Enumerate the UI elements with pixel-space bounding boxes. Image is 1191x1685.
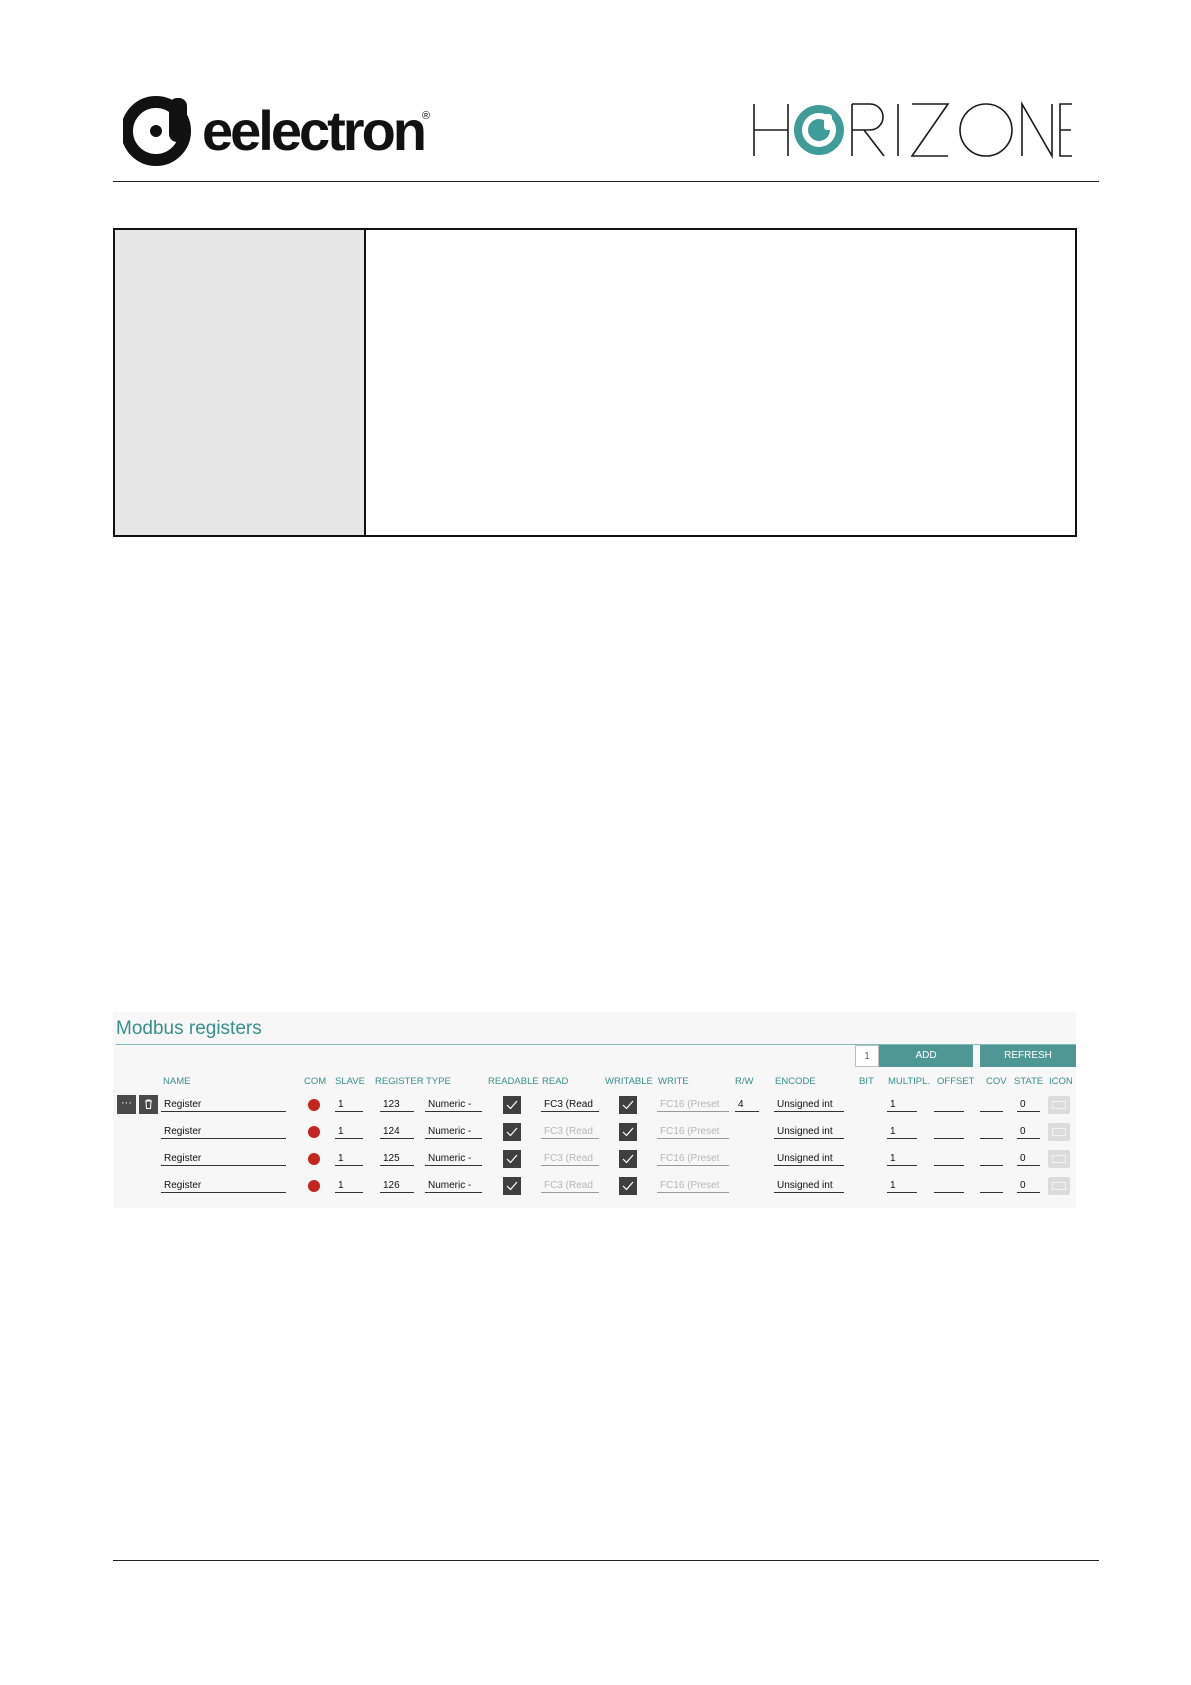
- info-box-content: [366, 230, 1075, 535]
- add-button[interactable]: ADD: [879, 1045, 973, 1067]
- column-header-register: REGISTER: [375, 1076, 424, 1087]
- type-select[interactable]: Numeric -: [425, 1125, 482, 1139]
- column-header-writable: WRITABLE: [605, 1076, 653, 1087]
- type-select[interactable]: Numeric -: [425, 1179, 482, 1193]
- column-header-icon: ICON: [1049, 1076, 1073, 1087]
- info-box-side-panel: [115, 230, 366, 535]
- status-dot-icon: [308, 1126, 320, 1138]
- slave-field[interactable]: 1: [335, 1125, 363, 1139]
- slave-field[interactable]: 1: [335, 1152, 363, 1166]
- register-icon[interactable]: [1048, 1096, 1070, 1114]
- state-field[interactable]: 0: [1017, 1125, 1040, 1139]
- check-icon: [622, 1181, 634, 1191]
- write-select[interactable]: FC16 (Preset: [657, 1125, 729, 1139]
- column-header-readable: READABLE: [488, 1076, 539, 1087]
- check-icon: [506, 1100, 518, 1110]
- state-field[interactable]: 0: [1017, 1152, 1040, 1166]
- read-select[interactable]: FC3 (Read: [541, 1125, 599, 1139]
- readable-checkbox[interactable]: [503, 1096, 521, 1114]
- read-select[interactable]: FC3 (Read: [541, 1179, 599, 1193]
- check-icon: [506, 1127, 518, 1137]
- multipl-field[interactable]: 1: [887, 1152, 917, 1166]
- footer-divider: [113, 1560, 1099, 1561]
- registered-mark: ®: [422, 110, 431, 122]
- name-field[interactable]: Register: [161, 1152, 286, 1166]
- register-icon[interactable]: [1048, 1123, 1070, 1141]
- status-dot-icon: [308, 1153, 320, 1165]
- register-field[interactable]: 125: [380, 1152, 414, 1166]
- state-field[interactable]: 0: [1017, 1098, 1040, 1112]
- eelectron-logo: [123, 96, 443, 166]
- column-header-cov: COV: [986, 1076, 1007, 1087]
- cov-field[interactable]: [980, 1179, 1003, 1193]
- multipl-field[interactable]: 1: [887, 1125, 917, 1139]
- state-field[interactable]: 0: [1017, 1179, 1040, 1193]
- horizone-logo: [752, 100, 1074, 160]
- check-icon: [622, 1154, 634, 1164]
- table-row: [113, 1122, 1076, 1144]
- table-row: [113, 1149, 1076, 1171]
- column-header-com: COM: [304, 1076, 327, 1087]
- check-icon: [506, 1154, 518, 1164]
- register-field[interactable]: 124: [380, 1125, 414, 1139]
- register-field[interactable]: 126: [380, 1179, 414, 1193]
- name-field[interactable]: Register: [161, 1098, 286, 1112]
- read-select[interactable]: FC3 (Read: [541, 1152, 599, 1166]
- status-dot-icon: [308, 1099, 320, 1111]
- more-icon[interactable]: ···: [117, 1095, 136, 1114]
- offset-field[interactable]: [934, 1179, 964, 1193]
- horizone-wordmark-graphic: [752, 100, 1074, 160]
- check-icon: [622, 1127, 634, 1137]
- writable-checkbox[interactable]: [619, 1177, 637, 1195]
- table-row: [113, 1176, 1076, 1198]
- encode-select[interactable]: Unsigned int: [774, 1152, 844, 1166]
- header-divider: [113, 181, 1099, 182]
- rw-field[interactable]: 4: [735, 1098, 759, 1112]
- register-field[interactable]: 123: [380, 1098, 414, 1112]
- check-icon: [622, 1100, 634, 1110]
- column-header-read: READ: [542, 1076, 569, 1087]
- register-icon[interactable]: [1048, 1150, 1070, 1168]
- trash-icon[interactable]: [139, 1095, 158, 1114]
- writable-checkbox[interactable]: [619, 1123, 637, 1141]
- multipl-field[interactable]: 1: [887, 1179, 917, 1193]
- offset-field[interactable]: [934, 1125, 964, 1139]
- writable-checkbox[interactable]: [619, 1150, 637, 1168]
- register-icon[interactable]: [1048, 1177, 1070, 1195]
- eelectron-mark-icon: [123, 96, 199, 166]
- offset-field[interactable]: [934, 1098, 964, 1112]
- slave-field[interactable]: 1: [335, 1179, 363, 1193]
- encode-select[interactable]: Unsigned int: [774, 1098, 844, 1112]
- column-header-name: NAME: [163, 1076, 191, 1087]
- column-header-multipl: MULTIPL.: [888, 1076, 931, 1087]
- encode-select[interactable]: Unsigned int: [774, 1179, 844, 1193]
- eelectron-wordmark: eelectron: [202, 99, 424, 162]
- slave-field[interactable]: 1: [335, 1098, 363, 1112]
- offset-field[interactable]: [934, 1152, 964, 1166]
- readable-checkbox[interactable]: [503, 1150, 521, 1168]
- type-select[interactable]: Numeric -: [425, 1098, 482, 1112]
- column-header-offset: OFFSET: [937, 1076, 975, 1087]
- write-select[interactable]: FC16 (Preset: [657, 1179, 729, 1193]
- name-field[interactable]: Register: [161, 1125, 286, 1139]
- column-header-encode: ENCODE: [775, 1076, 816, 1087]
- readable-checkbox[interactable]: [503, 1177, 521, 1195]
- write-select[interactable]: FC16 (Preset: [657, 1098, 729, 1112]
- info-box: [113, 228, 1077, 537]
- read-select[interactable]: FC3 (Read: [541, 1098, 599, 1112]
- readable-checkbox[interactable]: [503, 1123, 521, 1141]
- column-header-write: WRITE: [658, 1076, 689, 1087]
- column-header-type: TYPE: [426, 1076, 451, 1087]
- status-dot-icon: [308, 1180, 320, 1192]
- table-row: [113, 1095, 1076, 1117]
- cov-field[interactable]: [980, 1125, 1003, 1139]
- column-header-rw: R/W: [735, 1076, 754, 1087]
- multipl-field[interactable]: 1: [887, 1098, 917, 1112]
- column-header-bit: BIT: [859, 1076, 874, 1087]
- encode-select[interactable]: Unsigned int: [774, 1125, 844, 1139]
- cov-field[interactable]: [980, 1152, 1003, 1166]
- name-field[interactable]: Register: [161, 1179, 286, 1193]
- panel-title: Modbus registers: [116, 1018, 262, 1039]
- refresh-button[interactable]: REFRESH: [980, 1045, 1076, 1067]
- cov-field[interactable]: [980, 1098, 1003, 1112]
- writable-checkbox[interactable]: [619, 1096, 637, 1114]
- modbus-registers-panel: [113, 1012, 1076, 1208]
- add-count-input[interactable]: 1: [855, 1045, 879, 1067]
- column-header-state: STATE: [1014, 1076, 1044, 1087]
- check-icon: [506, 1181, 518, 1191]
- write-select[interactable]: FC16 (Preset: [657, 1152, 729, 1166]
- type-select[interactable]: Numeric -: [425, 1152, 482, 1166]
- column-header-slave: SLAVE: [335, 1076, 365, 1087]
